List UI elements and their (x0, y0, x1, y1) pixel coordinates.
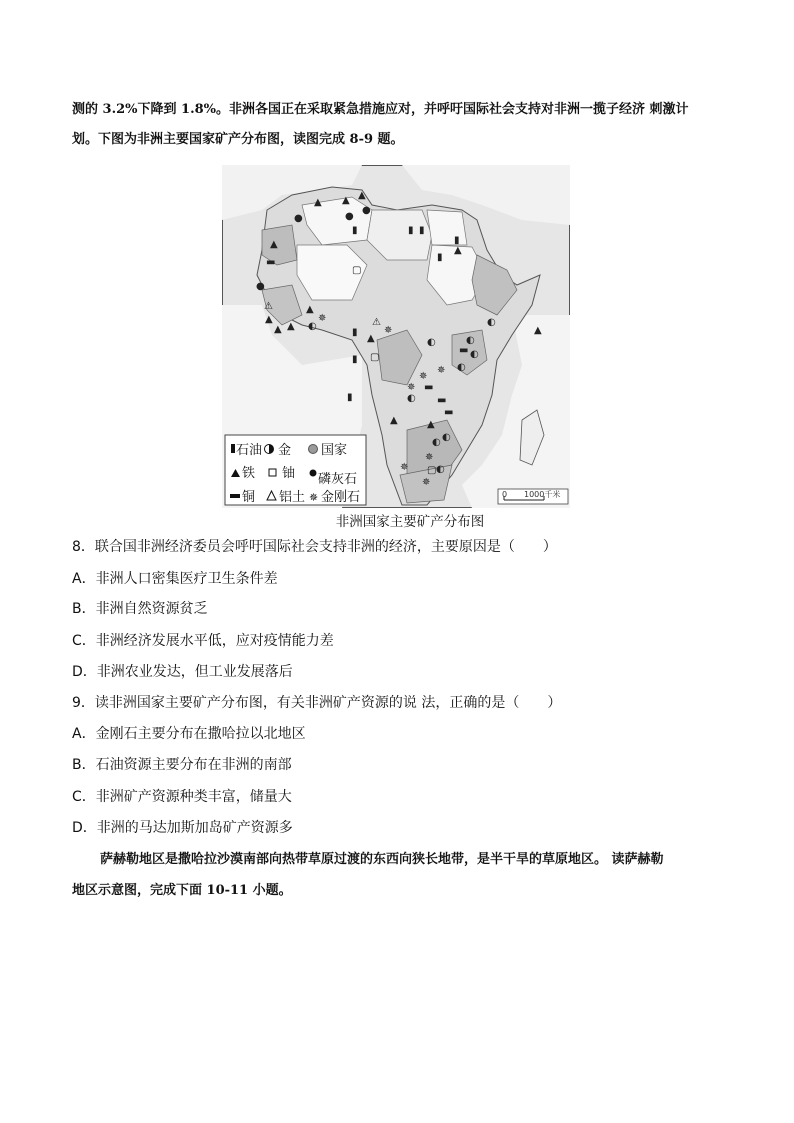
svg-text:▮: ▮ (352, 354, 358, 365)
q8-option-a: A．非洲人口密集医疗卫生条件差 (72, 571, 278, 587)
svg-text:▲: ▲ (534, 325, 542, 336)
svg-text:▬: ▬ (459, 345, 469, 356)
svg-text:▲: ▲ (314, 197, 322, 208)
svg-text:◐: ◐ (457, 362, 466, 373)
q8-option-c: C．非洲经济发展水平低，应对疫情能力差 (72, 633, 334, 649)
q9-option-a: A．金刚石主要分布在撒哈拉以北地区 (72, 726, 306, 742)
svg-text:✵: ✵ (437, 365, 446, 376)
svg-text:✵: ✵ (384, 325, 393, 336)
copper-symbol-icon (230, 494, 240, 498)
outro-line-1: 萨赫勒地区是撒哈拉沙漠南部向热带草原过渡的东西向狭长地带，是半干旱的草原地区。 读萨赫勒 (100, 852, 664, 867)
svg-text:▮: ▮ (454, 235, 460, 246)
svg-text:▬: ▬ (437, 395, 447, 406)
q8-option-b: B．非洲自然资源贫乏 (72, 601, 208, 617)
svg-text:●: ● (256, 281, 265, 292)
svg-text:▲: ▲ (265, 314, 273, 325)
oil-symbol-icon (231, 444, 235, 453)
intro-line-2: 划。下图为非洲主要国家矿产分布图，读图完成 8-9 题。 (72, 132, 404, 147)
svg-text:▲: ▲ (270, 239, 278, 250)
svg-text:●: ● (345, 211, 354, 222)
svg-text:▮: ▮ (352, 225, 358, 236)
q8-option-d: D．非洲农业发达，但工业发展落后 (72, 664, 293, 680)
svg-text:✵: ✵ (422, 477, 431, 488)
svg-text:◐: ◐ (432, 437, 441, 448)
scale-zero: 0 (502, 490, 508, 499)
svg-text:◐: ◐ (436, 464, 445, 475)
scale-bar (498, 489, 568, 504)
svg-text:▲: ▲ (274, 324, 282, 335)
svg-text:◐: ◐ (466, 335, 475, 346)
svg-text:▲: ▲ (454, 245, 462, 256)
map-legend (225, 435, 366, 505)
svg-text:▬: ▬ (424, 382, 434, 393)
svg-text:▲: ▲ (306, 304, 314, 315)
country-symbol-icon (309, 445, 318, 454)
svg-text:▮: ▮ (437, 252, 443, 263)
legend-uranium: 铀 (282, 466, 296, 481)
intro-line-1: 测的 3.2%下降到 1.8%。非洲各国正在采取紧急措施应对，并呼吁国际社会支持对非洲一揽子经济 刺激计 (72, 102, 689, 117)
svg-text:▬: ▬ (444, 407, 454, 418)
svg-text:▮: ▮ (352, 327, 358, 338)
svg-text:▮: ▮ (419, 225, 425, 236)
svg-text:◐: ◐ (407, 393, 416, 404)
q9-option-d: D．非洲的马达加斯加岛矿产资源多 (72, 820, 293, 836)
svg-text:▢: ▢ (352, 265, 362, 276)
figure-caption: 非洲国家主要矿产分布图 (335, 514, 485, 530)
svg-text:▢: ▢ (427, 465, 437, 476)
legend-diamond: 金刚石 (321, 490, 361, 505)
svg-text:▲: ▲ (342, 195, 350, 206)
svg-text:▲: ▲ (427, 419, 435, 430)
uranium-symbol-icon (269, 469, 276, 476)
svg-text:▮: ▮ (347, 392, 353, 403)
svg-text:◐: ◐ (308, 321, 317, 332)
legend-phosphate: 磷灰石 (318, 472, 358, 487)
q9-option-b: B．石油资源主要分布在非洲的南部 (72, 757, 292, 773)
svg-text:✵: ✵ (400, 462, 409, 473)
svg-text:⚠: ⚠ (264, 301, 273, 312)
svg-text:▮: ▮ (408, 225, 414, 236)
scale-distance: 1000千米 (524, 490, 561, 499)
svg-text:◐: ◐ (442, 432, 451, 443)
svg-text:●: ● (362, 205, 371, 216)
legend-gold: 金 (278, 443, 292, 458)
svg-text:✵: ✵ (419, 371, 428, 382)
legend-bauxite: 铝土 (279, 490, 306, 505)
legend-iron: 铁 (242, 466, 256, 481)
svg-text:⚠: ⚠ (372, 317, 381, 328)
legend-copper: 铜 (242, 490, 256, 505)
question-8-stem: 8．联合国非洲经济委员会呼吁国际社会支持非洲的经济，主要原因是（ ） (72, 539, 557, 555)
svg-text:▢: ▢ (370, 352, 380, 363)
diamond-symbol-icon: ✵ (309, 491, 319, 504)
svg-text:▬: ▬ (266, 257, 276, 268)
svg-text:▲: ▲ (390, 415, 398, 426)
phosphate-symbol-icon (310, 470, 317, 477)
svg-text:✵: ✵ (407, 382, 416, 393)
outro-line-2: 地区示意图，完成下面 10-11 小题。 (72, 883, 292, 898)
svg-text:✵: ✵ (425, 452, 434, 463)
svg-text:▲: ▲ (358, 190, 366, 201)
q9-option-c: C．非洲矿产资源种类丰富，储量大 (72, 789, 292, 805)
svg-text:▲: ▲ (287, 321, 295, 332)
legend-country: 国家 (321, 443, 348, 458)
question-9-stem: 9．读非洲国家主要矿产分布图，有关非洲矿产资源的说 法，正确的是（ ） (72, 695, 562, 711)
svg-text:✵: ✵ (318, 313, 327, 324)
svg-text:▲: ▲ (367, 333, 375, 344)
svg-text:●: ● (294, 213, 303, 224)
svg-text:◐: ◐ (487, 317, 496, 328)
legend-oil: 石油 (236, 443, 263, 458)
svg-text:◐: ◐ (427, 337, 436, 348)
svg-text:◐: ◐ (470, 349, 479, 360)
africa-mineral-map (222, 165, 570, 508)
